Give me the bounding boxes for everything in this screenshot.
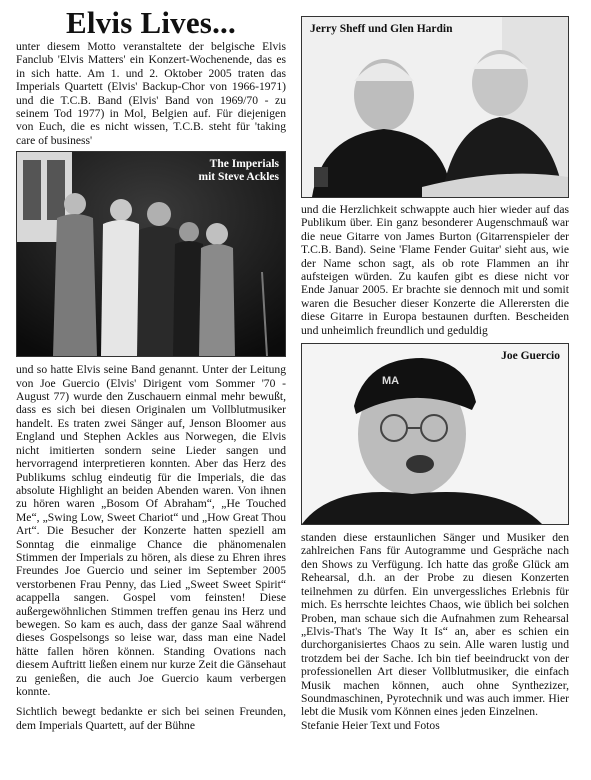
right-final-paragraph: standen diese erstaunlichen Sänger und Musiker den zahlreichen Fans für Autogramme und Gespräche nach den Shows zu Verfügung. Ich hatte das große Glück am Rehearsal, d.h. an der Probe zu diesen Konzerten teilnehmen zu dürfen. Ein unvergessliches Erlebnis für mich. Es herrschte leichtes Chaos, wie üblich bei solchen Proben, man schaue sich die Aufnahmen zum Rehearsal „Elvis-That's The Way It Is“ an, aber es schien ein durchorganisiertes Chaos zu sein. Alle waren lustig und trotzdem bei der Sache. Ich bin tief beeindruckt von der professionellen Art dieser Vollblutmusiker, die einfach Musik machen können, auch ohne Synthezizer, Soundmaschinen, Pyrotechnik und was auch immer. Hier lebt die Musik vom Können eines jeden Einzelnen. <box>301 531 569 719</box>
intro-paragraph: unter diesem Motto veranstaltete der belgische Elvis Fanclub 'Elvis Matters' ein Konzert-Wochenende, das es in sich hatte. Am 1. und 2. Oktober 2005 traten das Imperials Quartett (Elvis' Backup-Chor von 1966-1971) und die T.C.B. Band (Elvis' Band von 1969/70 - zu seinem Tod 1977) in Mol, Belgien auf. Für diejenigen von Euch, die es nicht wissen, T.C.B. steht für 'taking care of business' <box>16 40 286 147</box>
left-column <box>16 0 286 732</box>
right-middle-paragraph: und die Herzlichkeit schwappte auch hier wieder auf das Publikum über. Ein ganz besonderer Augenschmauß war die neue Gitarre von James Burton (Gitarrenspieler der T.C.B. Band). Seine 'Flame Fender Guitar' sieht aus, wie der Name schon sagt, als ob rote Flammen an ihr aufsteigen würden. Zu kaufen gibt es diese nicht vor Ende Januar 2005. Er brachte sie dennoch mit und somit waren die Besucher dieser Konzerte die Allerersten die diese Gitarre in Europa bestaunen durften. Bescheiden und unheimlich freundlich und geduldig <box>301 203 569 337</box>
sheff-hardin-caption: Jerry Sheff und Glen Hardin <box>310 23 453 35</box>
right-column <box>301 0 569 732</box>
guercio-photo <box>301 343 569 525</box>
imperials-photo <box>16 151 286 357</box>
closing-paragraph: Sichtlich bewegt bedankte er sich bei seinen Freunden, dem Imperials Quartett, auf der Bühne <box>16 705 286 732</box>
guercio-caption: Joe Guercio <box>501 350 560 363</box>
author-credit: Stefanie Heier Text und Fotos <box>301 718 440 732</box>
guercio-photo-image <box>302 344 568 524</box>
imperials-caption: The Imperials mit Steve Ackles <box>198 158 279 184</box>
sheff-hardin-photo <box>301 16 569 198</box>
sheff-hardin-photo-image <box>302 17 568 197</box>
main-paragraph: und so hatte Elvis seine Band genannt. Unter der Leitung von Joe Guercio (Elvis' Dirigent vom Sommer '70 - August 77) wurde den Zuschauern einmal mehr bewußt, dass es sich bei diesen Originalen um Vollblutmusiker handelt. Es traten zwei Sänger auf, Jenson Bloomer aus England und Stephen Ackles aus Norwegen, die Elvis nicht imitierten sondern seine Lieder sangen und hervorragend interpretieren konnten. Aber das Herz des Publikums schlug eindeutig für die Imperials, die das absolute Highlight an beiden Abenden waren. Von ihnen zu hören waren „Bosom Of Abraham“, „He Touched Me“, „Swing Low, Sweet Chariot“ und „How Great Thou Art“. Die Besucher der Konzerte hatten speziell am Sonntag die einmalige Chance die phänomenalen Stimmen der Imperials zu hören, als diese zu Ehren ihres Freundes Joe Guercio und seiner im September 2005 verstorbenen Frau Penny, das Lied „Sweet Sweet Spirit“ acappella sangen. Gospel vom feinsten! Diese außergewöhnlichen Stimmen treffen genau ins Herz und bewegen. So kam es auch, dass der ganze Saal während dieses Gospelsongs so leise war, dass man eine Nadel hätte fallen hören können. Standing Ovations nach diesem Auftritt ließen einem nur kurze Zeit die Gänsehaut zu genießen, die auch Joe Guercio kaum verbergen konnte. <box>16 363 286 698</box>
article-title: Elvis Lives... <box>66 5 236 40</box>
cap-lettering: MA <box>382 375 400 388</box>
